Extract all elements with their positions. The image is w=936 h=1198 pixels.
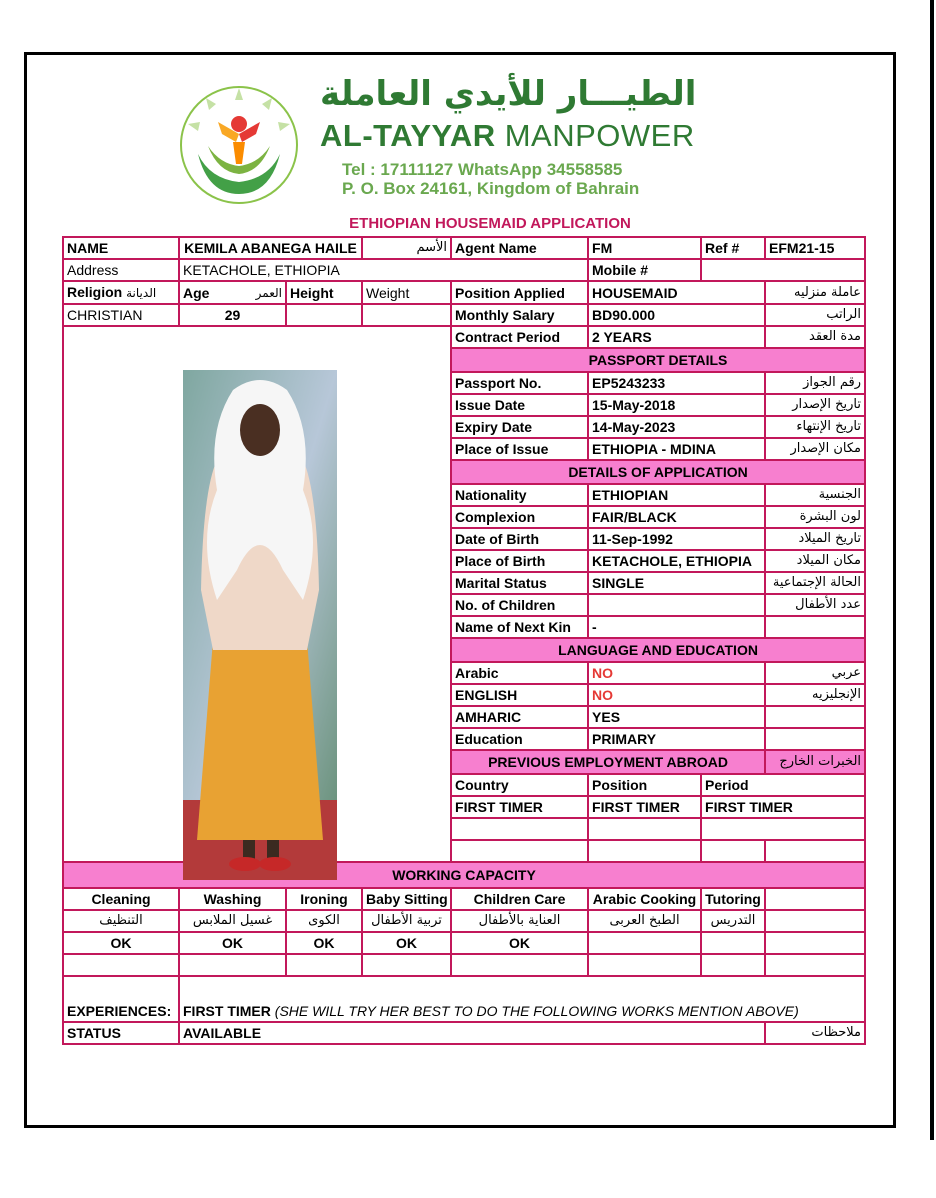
skill-name-ar: تربية الأطفال [362,910,451,932]
passport-label: Passport No. [451,372,588,394]
passport-label-ar: تاريخ الإنتهاء [765,416,865,438]
detail-label-ar [765,616,865,638]
section-passport: PASSPORT DETAILS [451,348,865,372]
label-mobile: Mobile # [588,259,701,281]
empty-cell [701,954,765,976]
label-height: Height [286,281,362,304]
skill-name-ar: الكوى [286,910,362,932]
experiences-value: FIRST TIMER (SHE WILL TRY HER BEST TO DO THE FOLLOWING WORKS MENTION ABOVE) [179,976,865,1022]
company-address: P. O. Box 24161, Kingdom of Bahrain [342,179,640,198]
skill-name-ar: العناية بالأطفال [451,910,588,932]
label-position-ar: عاملة منزليه [765,281,865,304]
passport-value: 15-May-2018 [588,394,765,416]
skill-name: Arabic Cooking [588,888,701,910]
skill-value [588,932,701,954]
skill-name: Children Care [451,888,588,910]
label-ref: Ref # [701,237,765,259]
company-name-english: AL-TAYYAR MANPOWER [320,118,695,153]
section-employment: PREVIOUS EMPLOYMENT ABROAD [451,750,765,774]
label-agent-name: Agent Name [451,237,588,259]
detail-label: Nationality [451,484,588,506]
company-header [170,70,697,210]
col-period: Period [701,774,865,796]
employment-country: FIRST TIMER [451,796,588,818]
detail-label: Marital Status [451,572,588,594]
detail-value: SINGLE [588,572,765,594]
skill-name: Tutoring [701,888,765,910]
employment-position: FIRST TIMER [588,796,701,818]
applicant-photo-icon [183,370,337,880]
empty-cell [362,954,451,976]
label-age: Age العمر [179,281,286,304]
empty-cell [701,818,865,840]
detail-label-ar: عدد الأطفال [765,594,865,616]
detail-label: Place of Birth [451,550,588,572]
religion-value: CHRISTIAN [63,304,179,326]
empty-cell [765,932,865,954]
label-weight: Weight [362,281,451,304]
skill-value [701,932,765,954]
skill-name-ar: الطبخ العربى [588,910,701,932]
empty-cell [451,954,588,976]
language-value: NO [588,684,765,706]
skill-name-ar: التدريس [701,910,765,932]
passport-label: Place of Issue [451,438,588,460]
height-value [286,304,362,326]
language-label: ENGLISH [451,684,588,706]
applicant-name: KEMILA ABANEGA HAILE [179,237,362,259]
skill-value: OK [451,932,588,954]
empty-cell [588,840,701,862]
label-remarks-ar: ملاحظات [765,1022,865,1044]
label-religion: Religion الديانة [63,281,179,304]
address-value: KETACHOLE, ETHIOPIA [179,259,588,281]
section-details: DETAILS OF APPLICATION [451,460,865,484]
agent-name: FM [588,237,701,259]
language-label: Arabic [451,662,588,684]
position-value: HOUSEMAID [588,281,765,304]
detail-label: Name of Next Kin [451,616,588,638]
section-working-capacity: WORKING CAPACITY [63,862,865,888]
language-label: AMHARIC [451,706,588,728]
form-title: ETHIOPIAN HOUSEMAID APPLICATION [349,215,631,232]
passport-label-ar: تاريخ الإصدار [765,394,865,416]
detail-value: 11-Sep-1992 [588,528,765,550]
passport-value: 14-May-2023 [588,416,765,438]
empty-cell [588,954,701,976]
label-status: STATUS [63,1022,179,1044]
skill-value: OK [286,932,362,954]
language-label-ar: الإنجليزيه [765,684,865,706]
detail-label: No. of Children [451,594,588,616]
detail-value: ETHIOPIAN [588,484,765,506]
employment-period: FIRST TIMER [701,796,865,818]
detail-value: FAIR/BLACK [588,506,765,528]
detail-label-ar: مكان الميلاد [765,550,865,572]
status-value: AVAILABLE [179,1022,765,1044]
section-employment-ar: الخبرات الخارج [765,750,865,774]
language-label-ar [765,728,865,750]
language-value: YES [588,706,765,728]
mobile-value [701,259,865,281]
empty-cell [701,840,765,862]
label-contract-period: Contract Period [451,326,588,348]
detail-label: Date of Birth [451,528,588,550]
contract-value: 2 YEARS [588,326,765,348]
empty-cell [286,954,362,976]
company-name-arabic: الطيـــار للأيدي العاملة [320,74,697,114]
skill-name: Washing [179,888,286,910]
label-contract-ar: مدة العقد [765,326,865,348]
passport-label-ar: مكان الإصدار [765,438,865,460]
detail-label: Complexion [451,506,588,528]
passport-value: ETHIOPIA - MDINA [588,438,765,460]
detail-label-ar: لون البشرة [765,506,865,528]
label-name: NAME [63,237,179,259]
empty-cell [63,954,179,976]
empty-cell [765,954,865,976]
skill-name: Ironing [286,888,362,910]
language-label: Education [451,728,588,750]
language-label-ar: عربي [765,662,865,684]
ref-number: EFM21-15 [765,237,865,259]
empty-cell [451,840,588,862]
empty-cell [179,954,286,976]
empty-cell [765,888,865,910]
section-language: LANGUAGE AND EDUCATION [451,638,865,662]
skill-value: OK [63,932,179,954]
language-value: NO [588,662,765,684]
label-position-applied: Position Applied [451,281,588,304]
label-salary-ar: الراتب [765,304,865,326]
empty-cell [765,840,865,862]
detail-label-ar: تاريخ الميلاد [765,528,865,550]
weight-value [362,304,451,326]
language-label-ar [765,706,865,728]
company-phone: Tel : 17111127 WhatsApp 34558585 [342,160,623,179]
label-address: Address [63,259,179,281]
detail-value [588,594,765,616]
empty-cell [451,818,588,840]
col-position: Position [588,774,701,796]
passport-label-ar: رقم الجواز [765,372,865,394]
passport-value: EP5243233 [588,372,765,394]
age-value: 29 [179,304,286,326]
detail-value: - [588,616,765,638]
label-monthly-salary: Monthly Salary [451,304,588,326]
page-edge-bar [930,0,934,1140]
detail-value: KETACHOLE, ETHIOPIA [588,550,765,572]
language-value: PRIMARY [588,728,765,750]
col-country: Country [451,774,588,796]
label-experiences: EXPERIENCES: [63,976,179,1022]
empty-cell [588,818,701,840]
passport-label: Issue Date [451,394,588,416]
detail-label-ar: الحالة الإجتماعية [765,572,865,594]
skill-value: OK [362,932,451,954]
detail-label-ar: الجنسية [765,484,865,506]
skill-name-ar: التنظيف [63,910,179,932]
salary-value: BD90.000 [588,304,765,326]
skill-name: Baby Sitting [362,888,451,910]
al-tayyar-logo-icon [178,84,300,206]
skill-name: Cleaning [63,888,179,910]
passport-label: Expiry Date [451,416,588,438]
label-name-ar: الأسم [362,237,451,259]
skill-value: OK [179,932,286,954]
empty-cell [765,910,865,932]
skill-name-ar: غسيل الملابس [179,910,286,932]
